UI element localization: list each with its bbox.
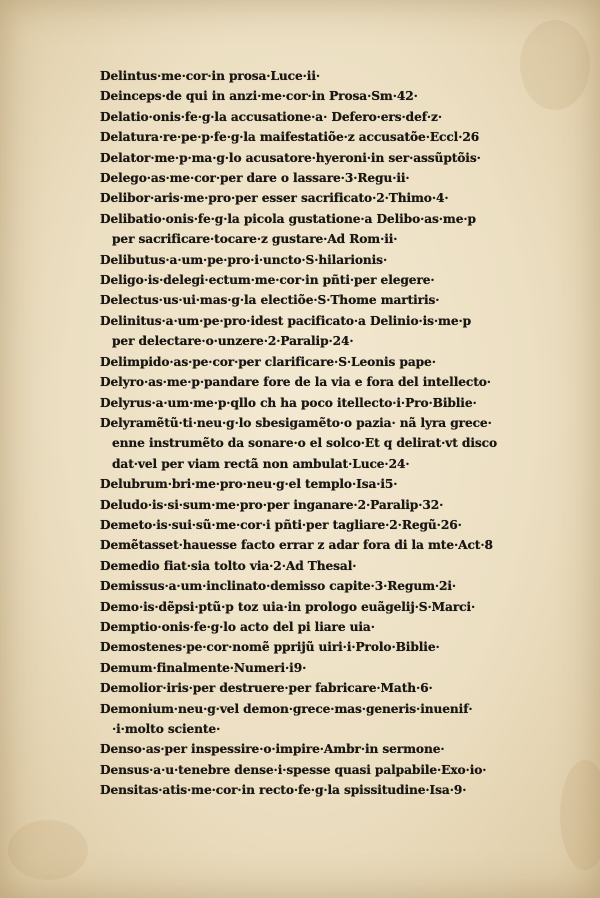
dictionary-entry-line: Delimpido·as·pe·cor·per clarificare·S·Leonis pape· (100, 354, 436, 369)
dictionary-entry-line: Delatura·re·pe·p·fe·g·la maifestatiõe·z accusatõe·Eccl·26 (100, 130, 480, 145)
dictionary-entry-line: Delego·as·me·cor·per dare o lassare·3·Regu·ii· (100, 171, 410, 186)
dictionary-entry-line: Demedio fiat·sia tolto via·2·Ad Thesal· (100, 558, 357, 573)
dictionary-entry-line: Delintus·me·cor·in prosa·Luce·ii· (100, 69, 321, 83)
entry-continuation-line: per delectare·o·unzere·2·Paralip·24· (112, 334, 354, 349)
dictionary-entry-line: Deinceps·de qui in anzi·me·cor·in Prosa·Sm·42· (100, 89, 418, 104)
entry-continuation-line: per sacrificare·tocare·z gustare·Ad Rom·ii· (112, 232, 398, 247)
dictionary-entry-line: Demo·is·dẽpsi·ptũ·p toz uia·in prologo euãgelij·S·Marci· (100, 599, 476, 614)
dictionary-entry-line: Delatio·onis·fe·g·la accusatione·a· Defero·ers·def·z· (100, 109, 442, 124)
entry-continuation-line: dat·vel per viam rectã non ambulat·Luce·24· (112, 456, 410, 471)
dictionary-entry-line: Delator·me·p·ma·g·lo acusatore·hyeroni·in ser·assũptõis· (100, 150, 481, 165)
dictionary-entry-line: Demptio·onis·fe·g·lo acto del pi liare uia· (100, 619, 375, 634)
dictionary-entry-line: Delyramẽtũ·ti·neu·g·lo sbesigamẽto·o pazia· nã lyra grece· (100, 415, 492, 430)
dictionary-entry-line: Demẽtasset·hauesse facto errar z adar fora di la mte·Act·8 (100, 538, 493, 553)
dictionary-entry-line: Deludo·is·si·sum·me·pro·per inganare·2·Paralip·32· (100, 497, 444, 512)
dictionary-entry-line: Delibor·aris·me·pro·per esser sacrificato·2·Thimo·4· (100, 191, 449, 206)
dictionary-entry-line: Densitas·atis·me·cor·in recto·fe·g·la spissitudine·Isa·9· (100, 783, 467, 798)
paper-stain (8, 820, 88, 880)
dictionary-entry-line: Denso·as·per inspessire·o·impire·Ambr·in sermone· (100, 742, 445, 757)
dictionary-text-block (100, 66, 570, 801)
dictionary-entry-line: Demonium·neu·g·vel demon·grece·mas·generis·inuenif· (100, 701, 473, 716)
dictionary-entry-line: Demeto·is·sui·sũ·me·cor·i pñti·per tagliare·2·Regũ·26· (100, 517, 462, 532)
dictionary-entry-line: Delectus·us·ui·mas·g·la electiõe·S·Thome martiris· (100, 293, 440, 308)
entry-continuation-line: enne instrumẽto da sonare·o el solco·Et q delirat·vt disco (112, 436, 497, 451)
dictionary-entry-line: Demolior·iris·per destruere·per fabricare·Math·6· (100, 681, 433, 696)
dictionary-entry-line: Delibatio·onis·fe·g·la picola gustatione·a Delibo·as·me·p (100, 211, 476, 226)
dictionary-entry-line: Delibutus·a·um·pe·pro·i·uncto·S·hilarionis· (100, 252, 388, 267)
dictionary-entry-line: Demissus·a·um·inclinato·demisso capite·3·Regum·2i· (100, 579, 457, 594)
dictionary-entry-line: Delinitus·a·um·pe·pro·idest pacificato·a Delinio·is·me·p (100, 313, 472, 328)
dictionary-entry-line: Demostenes·pe·cor·nomẽ pprijũ uiri·i·Prolo·Biblie· (100, 640, 440, 655)
dictionary-entry-line: Densus·a·u·tenebre dense·i·spesse quasi palpabile·Exo·io· (100, 762, 487, 777)
dictionary-entry-line: Demum·finalmente·Numeri·i9· (100, 660, 307, 675)
dictionary-entry-line: Delubrum·bri·me·pro·neu·g·el templo·Isa·i5· (100, 477, 398, 492)
dictionary-entry-line: Delyro·as·me·p·pandare fore de la via e fora del intellecto· (100, 375, 491, 390)
dictionary-entry-line: Deligo·is·delegi·ectum·me·cor·in pñti·per elegere· (100, 273, 435, 288)
entry-continuation-line: ·i·molto sciente· (112, 722, 221, 736)
dictionary-entry-line: Delyrus·a·um·me·p·qllo ch ha poco itellecto·i·Pro·Biblie· (100, 395, 477, 410)
